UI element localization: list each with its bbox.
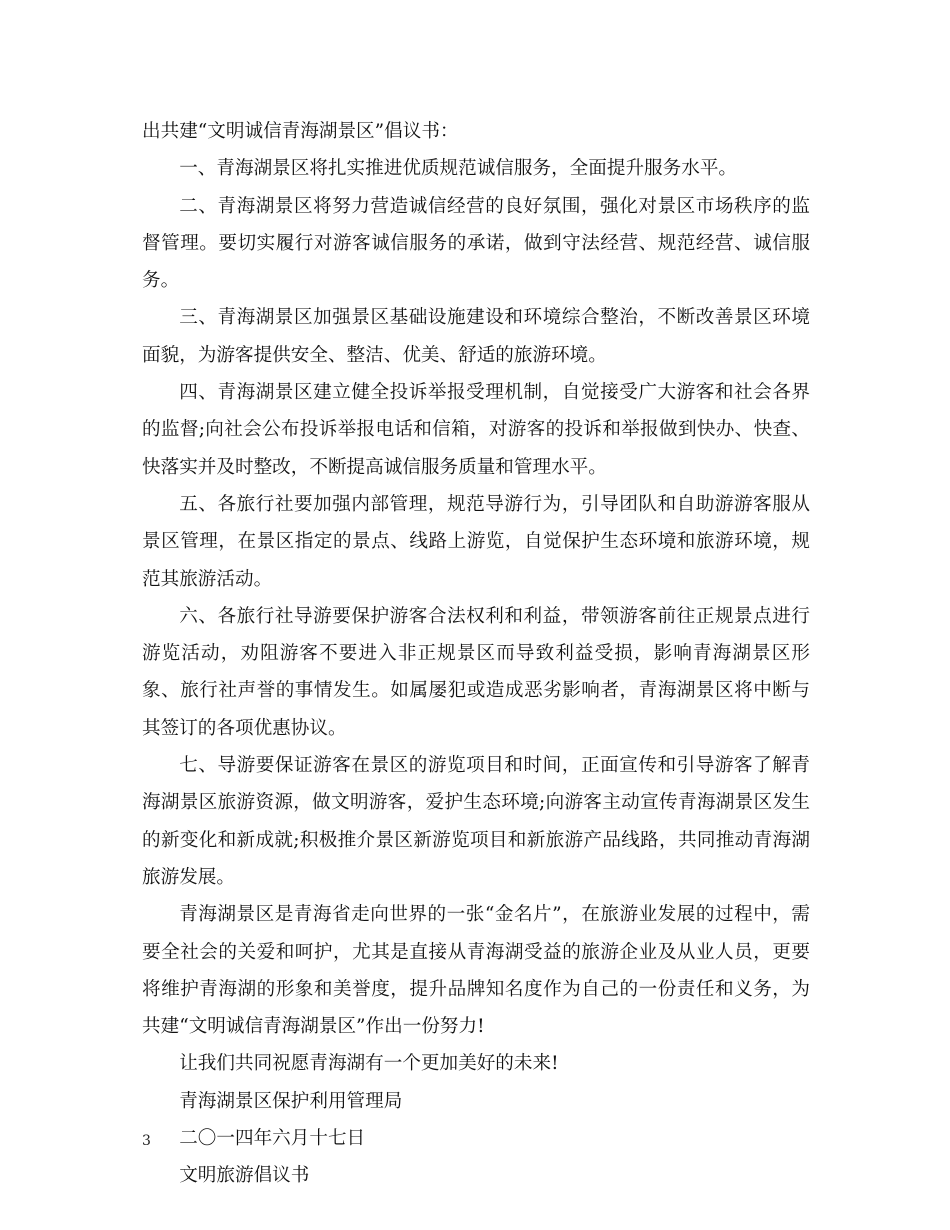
paragraph-conclusion: 青海湖景区是青海省走向世界的一张“金名片”，在旅游业发展的过程中，需要全社会的关爱和呵护，尤其是直接从青海湖受益的旅游企业及从业人员，更要将维护青海湖的形象和美誉度，提升品牌知名度作为自己的一份责任和义务，为共建“文明诚信青海湖景区”作出一份努力!	[142, 904, 810, 1038]
paragraph-item-4: 四、青海湖景区建立健全投诉举报受理机制，自觉接受广大游客和社会各界的监督;向社会公布投诉举报电话和信箱，对游客的投诉和举报做到快办、快查、快落实并及时整改，不断提高诚信服务质量和管理水平。	[142, 382, 810, 478]
paragraph-item-3: 三、青海湖景区加强景区基础设施建设和环境综合整治，不断改善景区环境面貌，为游客提供安全、整洁、优美、舒适的旅游环境。	[142, 307, 810, 366]
paragraph-intro: 出共建“文明诚信青海湖景区”倡议书：	[142, 121, 459, 142]
document-body	[142, 113, 810, 1195]
paragraph-item-2: 二、青海湖景区将努力营造诚信经营的良好氛围，强化对景区市场秩序的监督管理。要切实履行对游客诚信服务的承诺，做到守法经营、规范经营、诚信服务。	[142, 195, 810, 292]
next-section-title: 文明旅游倡议书	[179, 1165, 310, 1187]
paragraph-item-7: 七、导游要保证游客在景区的游览项目和时间，正面宣传和引导游客了解青海湖景区旅游资源，做文明游客，爱护生态环境;向游客主动宣传青海湖景区发生的新变化和新成就;积极推介景区新游览项目和新旅游产品线路，共同推动青海湖旅游发展。	[142, 755, 810, 888]
signature-date: 二〇一四年六月十七日	[179, 1128, 366, 1150]
paragraph-wish: 让我们共同祝愿青海湖有一个更加美好的未来!	[179, 1053, 559, 1075]
signature-organization: 青海湖景区保护利用管理局	[179, 1090, 403, 1112]
paragraph-item-6: 六、各旅行社导游要保护游客合法权利和利益，带领游客前往正规景点进行游览活动，劝阻游客不要进入非正规景区而导致利益受损，影响青海湖景区形象、旅行社声誉的事情发生。如属屡犯或造成恶劣影响者，青海湖景区将中断与其签订的各项优惠协议。	[142, 605, 810, 739]
page-number: 3	[142, 1133, 151, 1149]
paragraph-item-5: 五、各旅行社要加强内部管理，规范导游行为，引导团队和自助游游客服从景区管理，在景区指定的景点、线路上游览，自觉保护生态环境和旅游环境，规范其旅游活动。	[142, 493, 810, 590]
paragraph-item-1: 一、青海湖景区将扎实推进优质规范诚信服务，全面提升服务水平。	[179, 158, 738, 180]
